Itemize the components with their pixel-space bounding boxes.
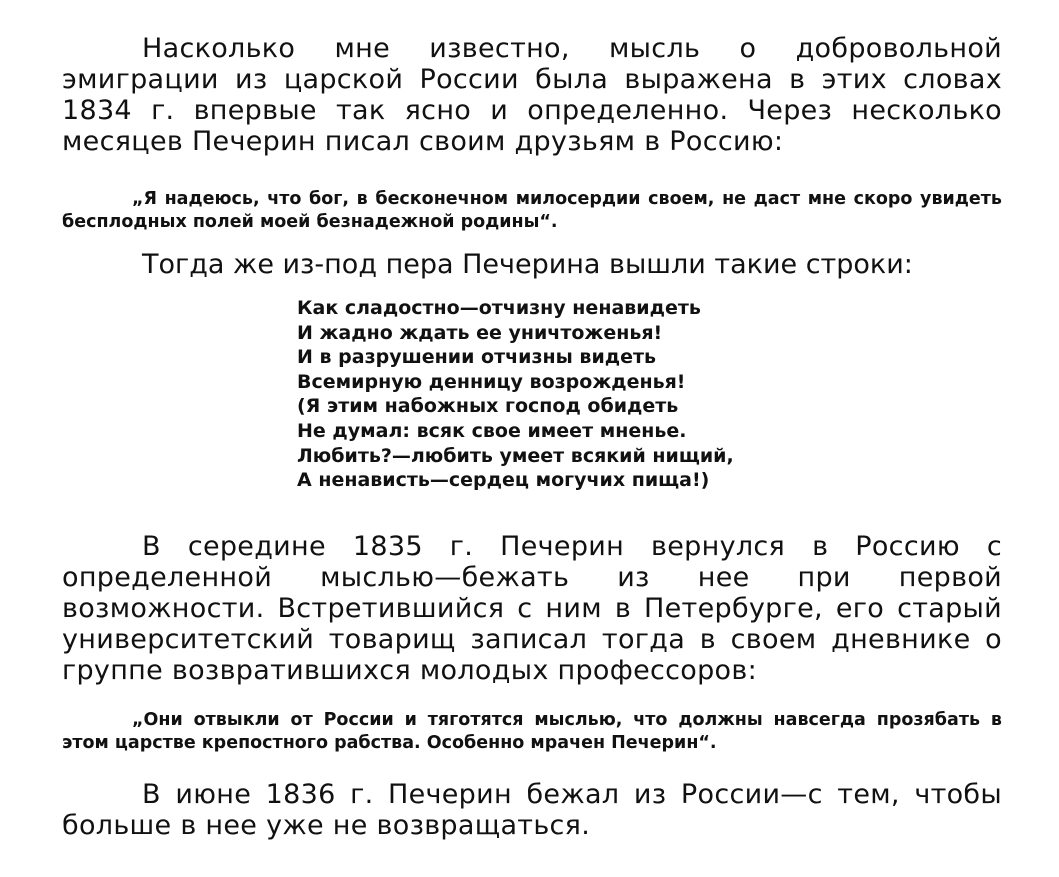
poem-block — [297, 296, 734, 493]
paragraph-return-to-russia: В середине 1835 г. Печерин вернулся в Россию с определенной мыслью—бежать из нее при первой возможности. Встретившийся с ним в Петербурге, его старый университетский товарищ записал тогда в своем дневнике о группе возвратившихся молодых профессоров: — [62, 531, 1002, 686]
poem-line: Любить?—любить умеет всякий нищий, — [297, 444, 734, 467]
poem-line: Как сладостно—отчизну ненавидеть — [297, 297, 701, 319]
poem-line: Всемирную денницу возрожденья! — [297, 370, 686, 393]
poem-line: Не думал: всяк свое имеет мненье. — [297, 419, 687, 442]
quote-diary-entry: „Они отвыкли от России и тяготятся мыслью, что должны навсегда прозябать в этом царстве крепостного рабства. Особенно мрачен Печерин“. — [62, 710, 1002, 753]
paragraph-poem-intro: Тогда же из-под пера Печерина вышли такие строки: — [142, 249, 913, 280]
poem-line: И в разрушении отчизны видеть — [297, 346, 657, 369]
paragraph-escape: В июне 1836 г. Печерин бежал из России—с тем, чтобы больше в нее уже не возвращаться. — [62, 779, 1002, 841]
poem-line: И жадно ждать ее уничтоженья! — [297, 321, 663, 344]
quote-letter-to-friends: „Я надеюсь, что бог, в бесконечном милосердии своем, не даст мне скоро увидеть бесплодных полей моей безнадежной родины“. — [62, 189, 1002, 232]
poem-line: А ненависть—сердец могучих пища!) — [297, 469, 710, 492]
paragraph-emigration-idea: Насколько мне известно, мысль о добровольной эмиграции из царской России была выражена в этих словах 1834 г. впервые так ясно и определенно. Через несколько месяцев Печерин писал своим друзьям в Россию: — [62, 33, 1002, 157]
poem-line: (Я этим набожных господ обидеть — [297, 395, 679, 418]
